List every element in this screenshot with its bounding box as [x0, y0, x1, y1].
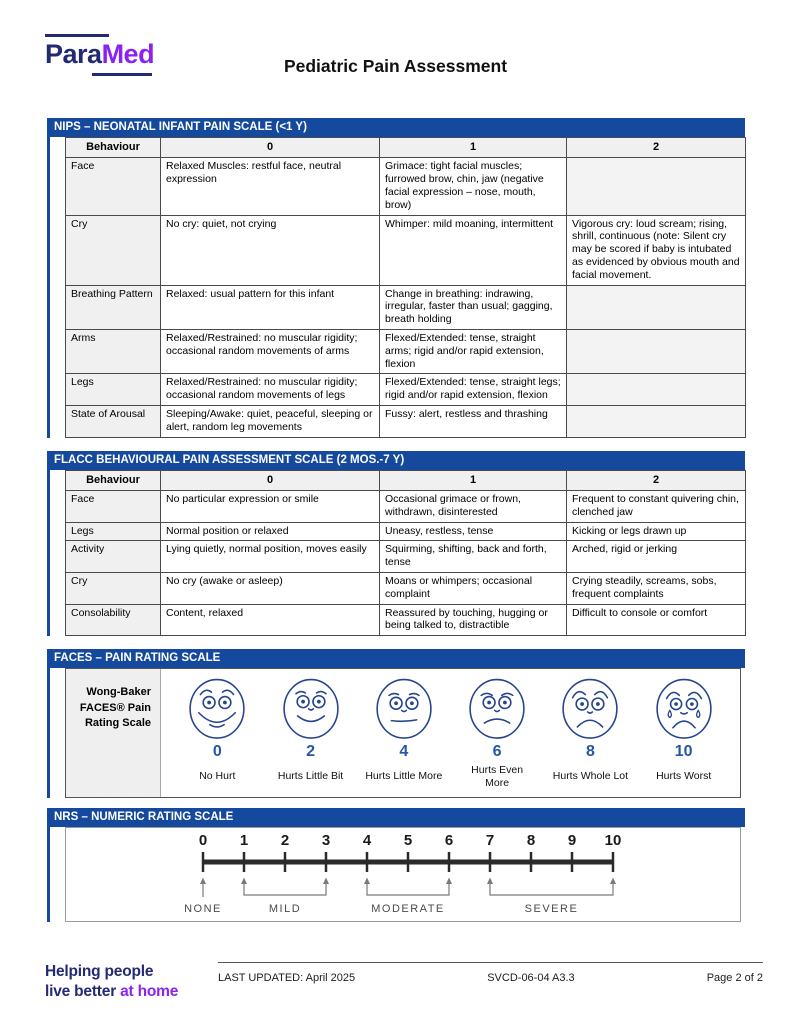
face-hurts-little-bit-icon	[279, 674, 343, 742]
nips-table	[65, 137, 746, 438]
row-label: Face	[66, 490, 161, 522]
cell-score-2: Frequent to constant quivering chin, clenched jaw	[567, 490, 746, 522]
section-nips	[47, 118, 745, 438]
column-header-2: 2	[567, 138, 746, 158]
nrs-arrowheads	[200, 878, 616, 885]
page-number: Page 2 of 2	[706, 972, 763, 984]
row-label: Legs	[66, 374, 161, 406]
section-flacc	[47, 451, 745, 637]
face-item-10	[645, 674, 723, 790]
cell-score-0: No particular expression or smile	[161, 490, 380, 522]
svg-text:1: 1	[239, 832, 249, 850]
cell-score-0: Content, relaxed	[161, 604, 380, 636]
column-header-0: 0	[161, 470, 380, 490]
cell-score-1: Fussy: alert, restless and thrashing	[380, 405, 567, 437]
cell-score-1: Reassured by touching, hugging or being talked to, distractible	[380, 604, 567, 636]
cell-score-2: Difficult to console or comfort	[567, 604, 746, 636]
cell-score-2	[567, 405, 746, 437]
svg-text:0: 0	[198, 832, 208, 850]
tagline-line1: Helping people	[45, 963, 154, 980]
svg-text:10: 10	[604, 832, 622, 850]
table-row-consolability	[66, 604, 746, 636]
flacc-table-wrap	[47, 470, 745, 637]
flacc-section-header: FLACC BEHAVIOURAL PAIN ASSESSMENT SCALE (2 MOS.-7 Y)	[47, 451, 745, 470]
cell-score-1: Moans or whimpers; occasional complaint	[380, 572, 567, 604]
row-label: Legs	[66, 522, 161, 541]
wong-baker-scale	[65, 668, 741, 798]
row-label: State of Arousal	[66, 405, 161, 437]
tagline-line2-purple: at home	[120, 983, 179, 1001]
table-row-face	[66, 158, 746, 215]
table-row-activity	[66, 541, 746, 573]
face-caption: Hurts Whole Lot	[552, 770, 629, 783]
nrs-range-brackets	[203, 883, 613, 897]
cell-score-2: Crying steadily, screams, sobs, frequent complaints	[567, 572, 746, 604]
nrs-label-none: NONE	[184, 903, 222, 916]
face-no-hurt-icon	[185, 674, 249, 742]
cell-score-1: Grimace: tight facial muscles; furrowed brow, chin, jaw (negative facial expression – nose, mouth, brow)	[380, 158, 567, 215]
face-item-8	[551, 674, 629, 790]
face-score: 2	[306, 743, 316, 761]
cell-score-2	[567, 329, 746, 373]
page-title: Pediatric Pain Assessment	[283, 56, 508, 76]
face-hurts-worst-icon	[652, 674, 716, 742]
cell-score-0: No cry: quiet, not crying	[161, 215, 380, 285]
document-header	[0, 0, 791, 118]
cell-score-0: Lying quietly, normal position, moves easily	[161, 541, 380, 573]
row-label: Arms	[66, 329, 161, 373]
cell-score-2	[567, 158, 746, 215]
cell-score-0: Relaxed Muscles: restful face, neutral expression	[161, 158, 380, 215]
tagline-line2-navy: live better	[45, 983, 121, 1001]
face-hurts-whole-lot-icon	[558, 674, 622, 742]
nips-section-header: NIPS – NEONATAL INFANT PAIN SCALE (<1 Y)	[47, 118, 745, 137]
cell-score-0: Sleeping/Awake: quiet, peaceful, sleeping or alert, random leg movements	[161, 405, 380, 437]
face-hurts-even-more-icon	[465, 674, 529, 742]
cell-score-1: Occasional grimace or frown, withdrawn, disinterested	[380, 490, 567, 522]
cell-score-0: No cry (awake or asleep)	[161, 572, 380, 604]
last-updated: LAST UPDATED: April 2025	[218, 972, 356, 984]
face-item-0	[178, 674, 256, 790]
svg-text:7: 7	[485, 832, 495, 850]
cell-score-0: Relaxed: usual pattern for this infant	[161, 285, 380, 329]
logo-text-med: Med	[101, 39, 155, 69]
svg-text:3: 3	[321, 832, 331, 850]
nips-header-row	[66, 138, 746, 158]
row-label: Face	[66, 158, 161, 215]
face-caption: Hurts Little Bit	[277, 770, 344, 783]
numeric-rating-scale	[65, 827, 741, 922]
flacc-header-row	[66, 470, 746, 490]
brand-tagline	[45, 962, 178, 1002]
svg-text:4: 4	[362, 832, 372, 850]
face-score: 10	[674, 743, 693, 761]
svg-text:6: 6	[444, 832, 454, 850]
nrs-scale-graphic	[168, 831, 638, 915]
face-score: 8	[585, 743, 595, 761]
face-caption: Hurts Little More	[365, 770, 443, 783]
cell-score-2	[567, 374, 746, 406]
nrs-section-header: NRS – NUMERIC RATING SCALE	[47, 808, 745, 827]
nrs-wrap	[47, 827, 745, 922]
cell-score-1: Flexed/Extended: tense, straight legs; rigid and/or rapid extension, flexion	[380, 374, 567, 406]
cell-score-2: Arched, rigid or jerking	[567, 541, 746, 573]
cell-score-0: Normal position or relaxed	[161, 522, 380, 541]
column-header-1: 1	[380, 470, 567, 490]
doc-code: SVCD-06-04 A3.3	[487, 972, 575, 984]
column-header-behaviour: Behaviour	[66, 138, 161, 158]
table-row-cry	[66, 572, 746, 604]
logo-text-para: Para	[45, 39, 102, 69]
table-row-face	[66, 490, 746, 522]
cell-score-0: Relaxed/Restrained: no muscular rigidity; occasional random movements of legs	[161, 374, 380, 406]
column-header-behaviour: Behaviour	[66, 470, 161, 490]
wong-baker-label: Wong-Baker FACES® Pain Rating Scale	[66, 669, 161, 797]
cell-score-0: Relaxed/Restrained: no muscular rigidity; occasional random movements of arms	[161, 329, 380, 373]
row-label: Cry	[66, 572, 161, 604]
column-header-2: 2	[567, 470, 746, 490]
nrs-label-mild: MILD	[268, 903, 302, 916]
faces-wrap	[47, 668, 745, 798]
table-row-state-of-arousal	[66, 405, 746, 437]
table-row-cry	[66, 215, 746, 285]
face-item-2	[272, 674, 350, 790]
svg-text:8: 8	[526, 832, 536, 850]
logo-top-rule	[45, 34, 109, 37]
cell-score-2: Vigorous cry: loud scream; rising, shrill, continuous (note: Silent cry may be scored if baby is intubated as evidenced by obvious mouth and facial movement.	[567, 215, 746, 285]
faces-section-header: FACES – PAIN RATING SCALE	[47, 649, 745, 668]
cell-score-2: Kicking or legs drawn up	[567, 522, 746, 541]
svg-text:2: 2	[280, 832, 290, 850]
svg-text:5: 5	[403, 832, 413, 850]
face-caption: Hurts Even More	[471, 763, 524, 789]
face-item-4	[365, 674, 443, 790]
svg-text:9: 9	[567, 832, 577, 850]
face-score: 0	[212, 743, 222, 761]
table-row-legs	[66, 522, 746, 541]
face-hurts-little-more-icon	[372, 674, 436, 742]
row-label: Activity	[66, 541, 161, 573]
face-score: 4	[399, 743, 409, 761]
cell-score-2	[567, 285, 746, 329]
nips-table-wrap	[47, 137, 745, 438]
document-footer	[0, 956, 791, 1016]
column-header-0: 0	[161, 138, 380, 158]
face-caption: No Hurt	[199, 770, 236, 783]
faces-row	[161, 669, 740, 797]
row-label: Consolability	[66, 604, 161, 636]
table-row-legs	[66, 374, 746, 406]
flacc-table	[65, 470, 746, 637]
row-label: Breathing Pattern	[66, 285, 161, 329]
table-row-arms	[66, 329, 746, 373]
cell-score-1: Whimper: mild moaning, intermittent	[380, 215, 567, 285]
nrs-label-moderate: MODERATE	[371, 903, 445, 916]
footer-info-row	[218, 962, 763, 984]
face-item-6	[458, 674, 536, 790]
cell-score-1: Flexed/Extended: tense, straight arms; rigid and/or rapid extension, flexion	[380, 329, 567, 373]
cell-score-1: Squirming, shifting, back and forth, tense	[380, 541, 567, 573]
face-score: 6	[492, 743, 502, 761]
table-row-breathing-pattern	[66, 285, 746, 329]
face-caption: Hurts Worst	[656, 770, 712, 783]
row-label: Cry	[66, 215, 161, 285]
column-header-1: 1	[380, 138, 567, 158]
nrs-label-severe: SEVERE	[524, 903, 579, 916]
cell-score-1: Change in breathing: indrawing, irregular, faster than usual; gagging, breath holding	[380, 285, 567, 329]
cell-score-1: Uneasy, restless, tense	[380, 522, 567, 541]
section-faces	[47, 649, 745, 798]
section-nrs	[47, 808, 745, 922]
